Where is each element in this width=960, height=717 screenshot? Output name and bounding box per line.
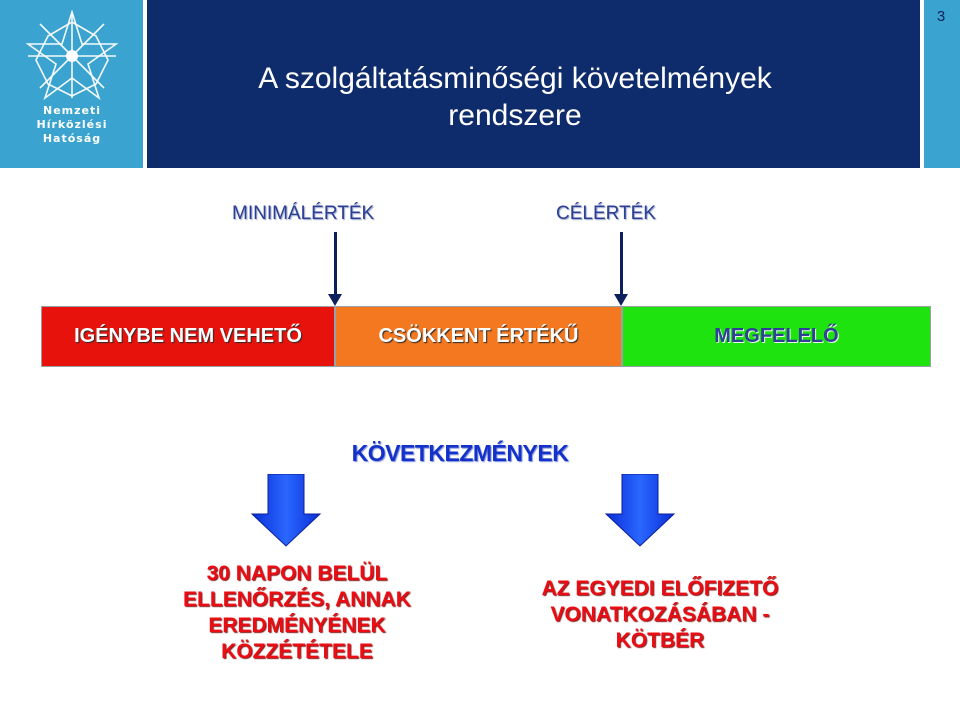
minimum-pointer-line: [334, 232, 337, 294]
down-arrow-icon: [604, 474, 676, 548]
minimum-value-label: MINIMÁLÉRTÉK: [232, 203, 375, 224]
page-title-line: A szolgáltatásminőségi követelmények: [258, 62, 772, 95]
segment-adequate: MEGFELELŐ: [622, 306, 931, 367]
target-pointer-line: [620, 232, 623, 294]
outcome-publication: [152, 561, 442, 665]
outcome-line: KÖTBÉR: [615, 629, 705, 652]
outcome-line: KÖZZÉTÉTELE: [221, 640, 373, 663]
minimum-pointer-arrowhead-icon: [328, 294, 342, 306]
consequences-heading: KÖVETKEZMÉNYEK: [351, 440, 569, 466]
star-logo-icon: [22, 8, 122, 104]
outcome-line: VONATKOZÁSÁBAN -: [550, 603, 770, 626]
right-accent-strip: [924, 0, 960, 168]
target-value-label: CÉLÉRTÉK: [556, 203, 656, 224]
logo-text: [10, 104, 134, 146]
slide-number: 3: [936, 8, 946, 25]
outcome-line: 30 NAPON BELÜL: [206, 562, 388, 585]
outcome-line: ELLENŐRZÉS, ANNAK: [183, 588, 411, 611]
down-arrow-icon: [250, 474, 322, 548]
page-title-line: rendszere: [448, 99, 582, 132]
logo-line: Hatóság: [42, 132, 102, 145]
logo-line: Hírközlési: [36, 118, 108, 131]
outcome-line: EREDMÉNYÉNEK: [208, 614, 386, 637]
page-title: [150, 60, 880, 134]
logo-line: Nemzeti: [42, 104, 102, 117]
segment-reduced-value: CSÖKKENT ÉRTÉKŰ: [335, 306, 622, 367]
outcome-line: AZ EGYEDI ELŐFIZETŐ: [541, 577, 779, 600]
logo-panel: [0, 0, 143, 168]
outcome-penalty: [495, 576, 825, 654]
target-pointer-arrowhead-icon: [614, 294, 628, 306]
segment-unusable: IGÉNYBE NEM VEHETŐ: [41, 306, 335, 367]
